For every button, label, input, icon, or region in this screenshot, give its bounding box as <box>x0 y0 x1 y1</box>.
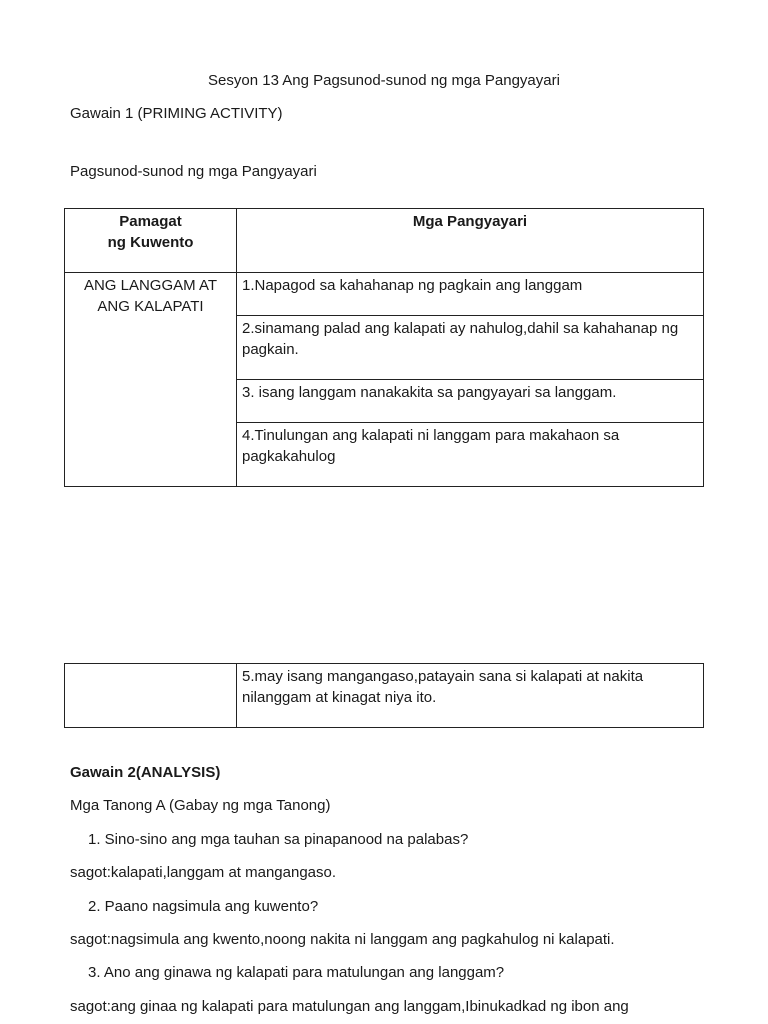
event-cell-4: 4.Tinulungan ang kalapati ni langgam para makahaon sa pagkakahulog <box>237 423 704 487</box>
events-table <box>64 208 704 487</box>
table-row <box>65 664 704 728</box>
question-1: 1. Sino-sino ang mga tauhan sa pinapanood na palabas? <box>88 831 469 848</box>
event-cell-1: 1.Napagod sa kahahanap ng pagkain ang langgam <box>237 273 704 316</box>
event-cell-3: 3. isang langgam nanakakita sa pangyayari sa langgam. <box>237 380 704 423</box>
header-col1-line2: ng Kuwento <box>107 234 194 251</box>
gawain-2-heading: Gawain 2(ANALYSIS) <box>70 764 221 781</box>
empty-story-cell <box>65 664 237 728</box>
event-cell-2: 2.sinamang palad ang kalapati ay nahulog,dahil sa kahahanap ng pagkain. <box>237 316 704 380</box>
gawain-1-heading: Gawain 1 (PRIMING ACTIVITY) <box>70 105 283 122</box>
event-cell-5: 5.may isang mangangaso,patayain sana si kalapati at nakita nilanggam at kinagat niya ito. <box>237 664 704 728</box>
question-2: 2. Paano nagsimula ang kuwento? <box>88 898 319 915</box>
header-col1-line1: Pamagat <box>119 213 182 230</box>
table-header-row <box>65 209 704 273</box>
question-3: 3. Ano ang ginawa ng kalapati para matulungan ang langgam? <box>88 964 505 981</box>
section-subheading: Pagsunod-sunod ng mga Pangyayari <box>70 163 317 180</box>
header-story-title <box>65 209 237 273</box>
answer-2: sagot:nagsimula ang kwento,noong nakita ni langgam ang pagkahulog ni kalapati. <box>70 931 615 948</box>
questions-heading: Mga Tanong A (Gabay ng mga Tanong) <box>70 797 331 814</box>
answer-3: sagot:ang ginaa ng kalapati para matulungan ang langgam,Ibinukadkad ng ibon ang <box>70 998 629 1015</box>
events-table-continued <box>64 663 704 728</box>
story-title-line2: ANG KALAPATI <box>97 298 204 315</box>
table-row <box>65 273 704 316</box>
story-title-line1: ANG LANGGAM AT <box>83 277 218 294</box>
answer-1: sagot:kalapati,langgam at mangangaso. <box>70 864 337 881</box>
header-events: Mga Pangyayari <box>237 209 704 273</box>
document-title: Sesyon 13 Ang Pagsunod-sunod ng mga Pangyayari <box>208 72 560 89</box>
story-title-cell <box>65 273 237 487</box>
